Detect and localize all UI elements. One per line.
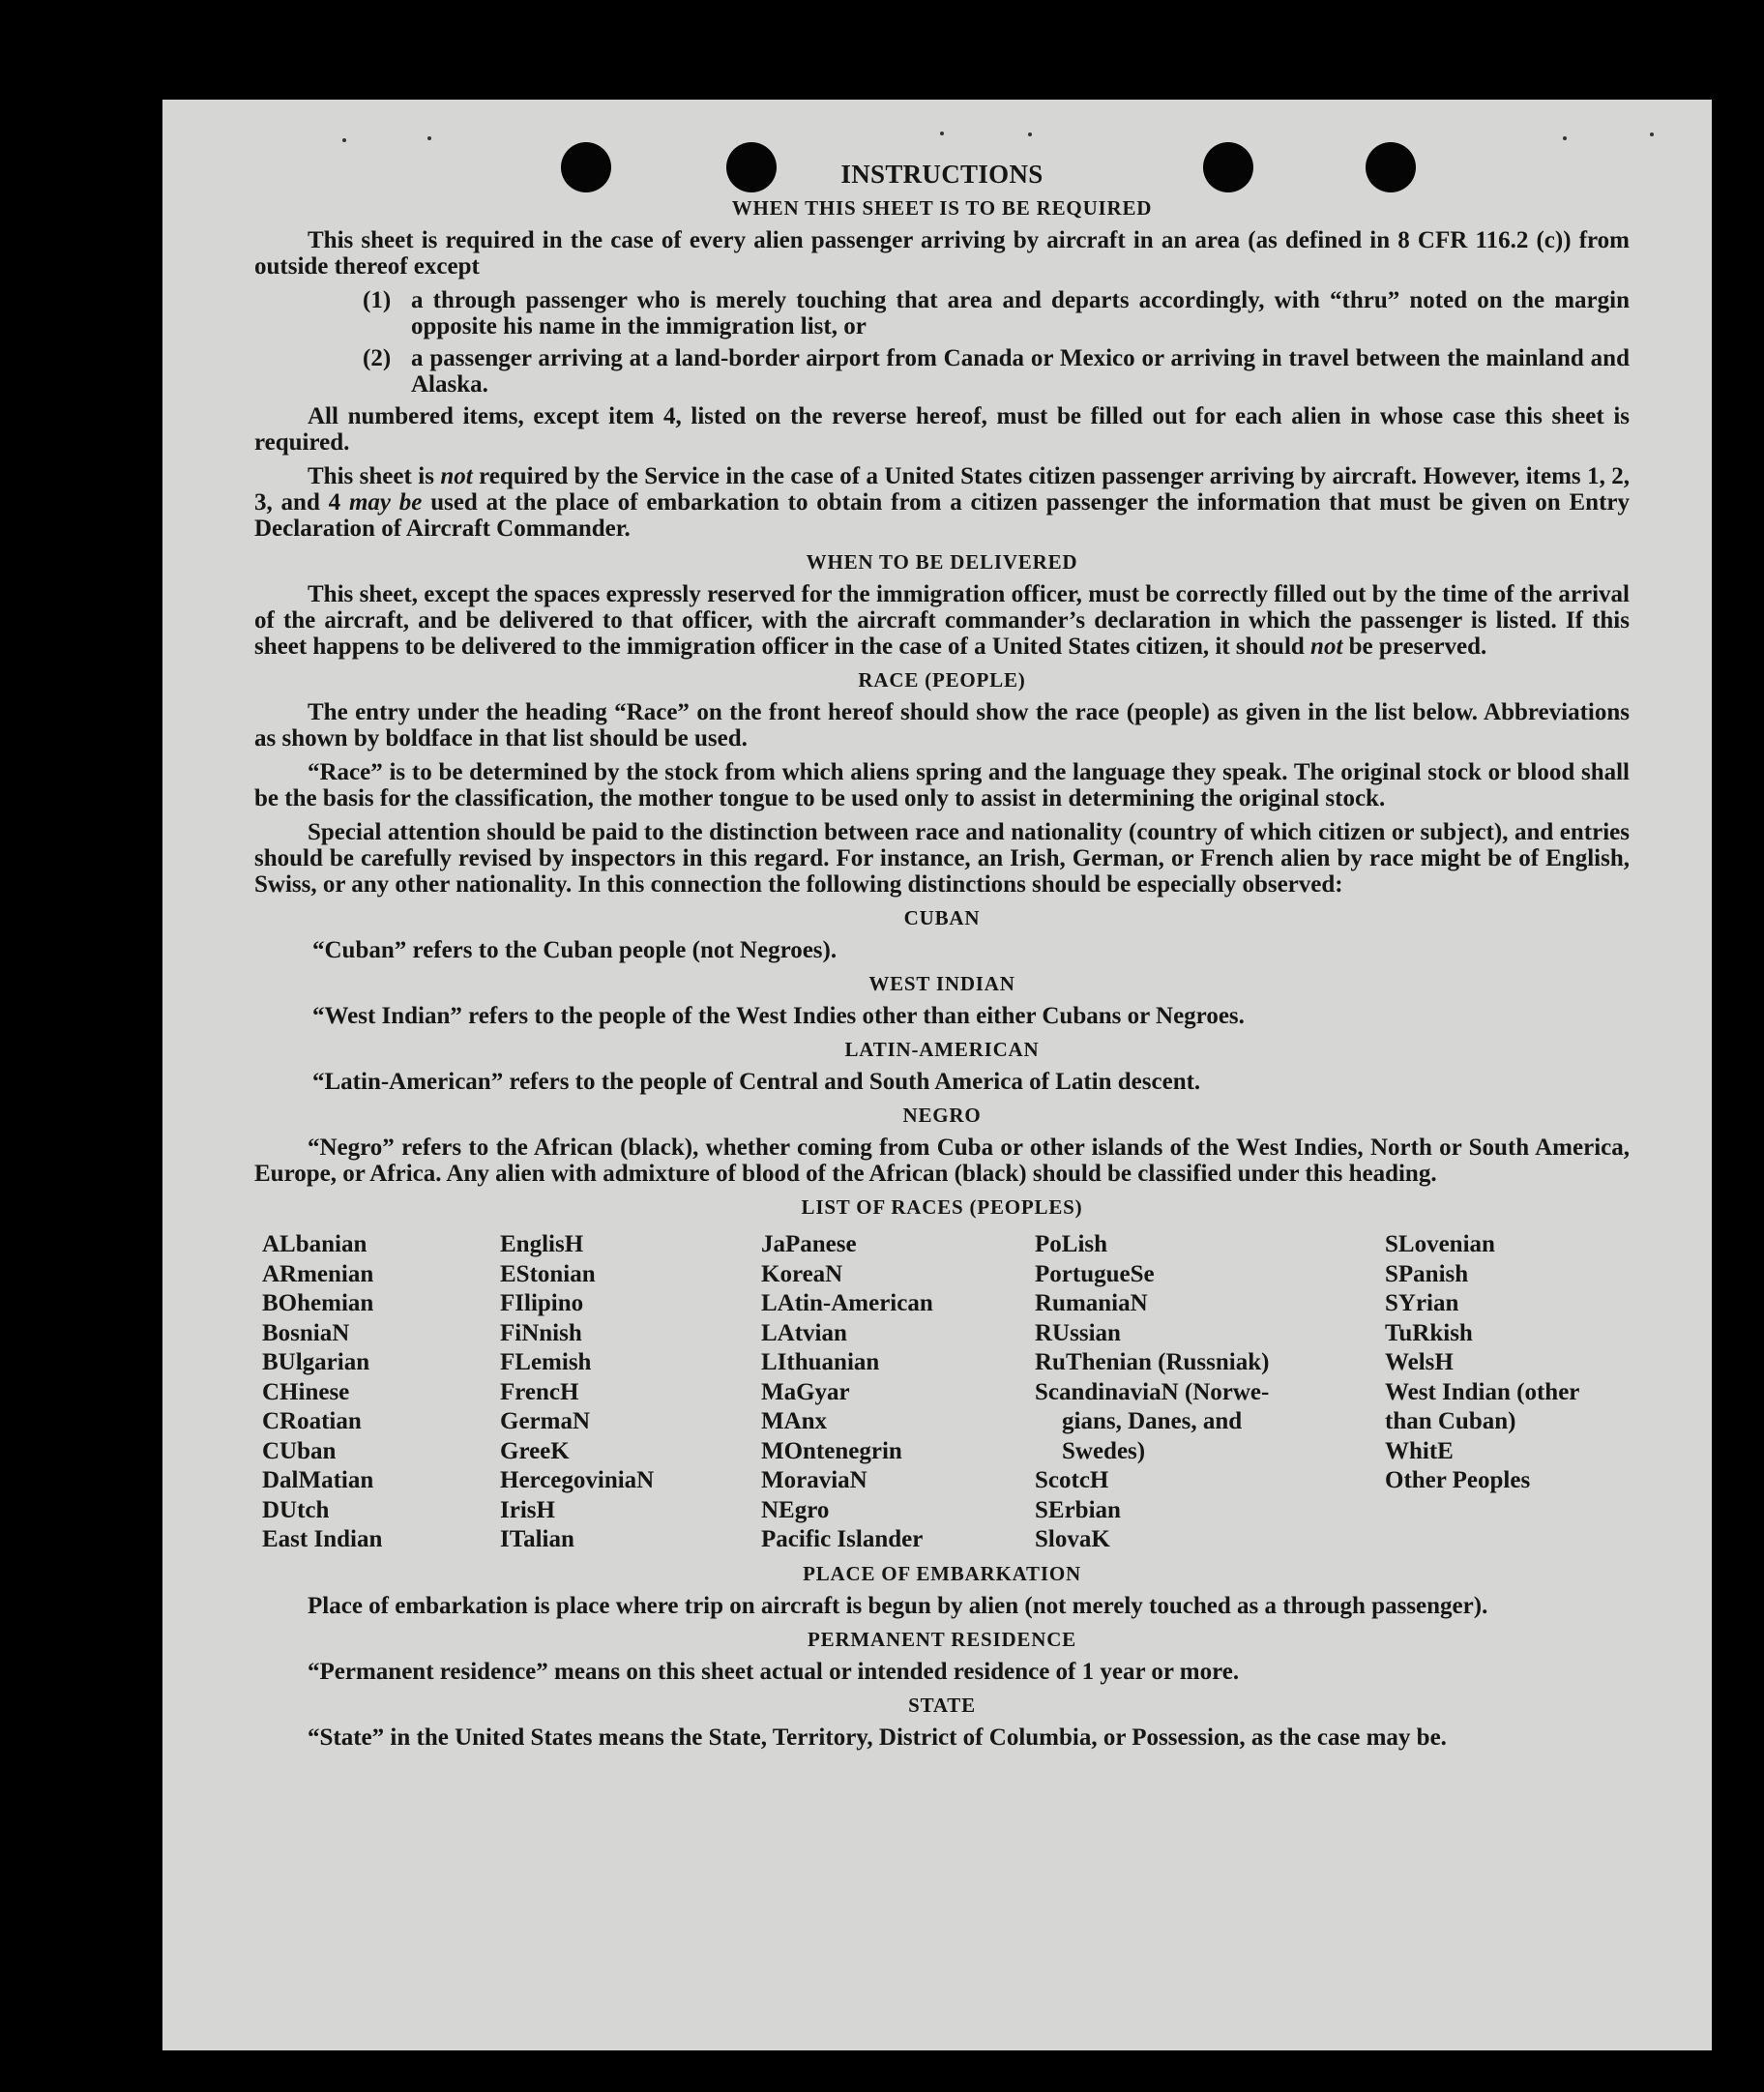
- race-entry: ITalian: [500, 1526, 574, 1552]
- speck: [1028, 133, 1032, 136]
- bold-run: boldface: [385, 725, 473, 751]
- race-entry: WhitE: [1385, 1437, 1454, 1464]
- section-heading-embarkation: PLACE OF EMBARKATION: [803, 1561, 1081, 1585]
- speck: [1563, 136, 1567, 140]
- race-entry: CHinese: [262, 1378, 350, 1405]
- race-entry: CUban: [262, 1437, 337, 1464]
- paragraph: [254, 463, 1630, 542]
- item-number: (2): [363, 345, 392, 371]
- race-entry: MoraviaN: [761, 1467, 867, 1493]
- race-entry: BUlgarian: [262, 1349, 370, 1375]
- race-entry: MOntenegrin: [761, 1437, 902, 1464]
- race-entry: SLovenian: [1385, 1231, 1495, 1257]
- paragraph: “Negro” refers to the African (black), whether coming from Cuba or other islands of the West Indies, North or South America, Europe, or Africa. Any alien with admixture of blood of the African (black) should be classified under this heading.: [254, 1134, 1630, 1187]
- section-heading-latin-american: LATIN-AMERICAN: [844, 1038, 1040, 1061]
- section-heading-cuban: CUBAN: [903, 906, 981, 929]
- race-entry: SYrian: [1385, 1290, 1459, 1316]
- italic-run: not: [1310, 633, 1343, 660]
- race-entry: IrisH: [500, 1496, 555, 1523]
- text-run: required by the Service in the case of a United States citizen passenger arriving by aircraft. However, items 1, 2, 3, and 4: [254, 463, 1630, 516]
- instruction-sheet: [162, 100, 1712, 2050]
- race-entry: WelsH: [1385, 1349, 1454, 1375]
- race-entry: ALbanian: [262, 1231, 368, 1257]
- paragraph: This sheet is required in the case of every alien passenger arriving by aircraft in an area (as defined in 8 CFR 116.2 (c)) from outside thereof except: [254, 227, 1630, 280]
- section-heading-state: STATE: [908, 1693, 976, 1717]
- race-entry: Pacific Islander: [761, 1526, 924, 1552]
- race-entry: GermaN: [500, 1408, 591, 1434]
- speck: [940, 132, 944, 135]
- section-heading-delivered: WHEN TO BE DELIVERED: [806, 550, 1078, 574]
- race-entry: FLemish: [500, 1349, 592, 1375]
- race-entry: ARmenian: [262, 1260, 374, 1287]
- race-entry: MaGyar: [761, 1378, 850, 1405]
- text-run: in that list should be used.: [472, 725, 748, 751]
- race-entry: gians, Danes, and: [1062, 1408, 1243, 1434]
- page-title: INSTRUCTIONS: [840, 160, 1044, 189]
- race-entry: ScotcH: [1035, 1467, 1109, 1493]
- race-entry: MAnx: [761, 1408, 828, 1434]
- race-column: [1035, 1230, 1385, 1555]
- race-entry: than Cuban): [1385, 1408, 1516, 1434]
- section-heading-west-indian: WEST INDIAN: [868, 972, 1015, 995]
- paragraph: [254, 581, 1630, 660]
- race-entry: CRoatian: [262, 1408, 362, 1434]
- paragraph: [254, 699, 1630, 751]
- race-entry: BOhemian: [262, 1290, 374, 1316]
- race-entry: EStonian: [500, 1260, 596, 1287]
- race-column: [500, 1230, 761, 1555]
- speck: [1650, 133, 1654, 136]
- race-entry: Other Peoples: [1385, 1467, 1531, 1493]
- paragraph: “Race” is to be determined by the stock from which aliens spring and the language they speak. The original stock or blood shall be the basis for the classification, the mother tongue to be used only to assist in determining the original stock.: [254, 759, 1630, 811]
- item-number: (1): [363, 287, 392, 313]
- paragraph: Place of embarkation is place where trip on aircraft is begun by alien (not merely touched as a through passenger).: [308, 1592, 1488, 1619]
- list-item: [363, 345, 1630, 398]
- section-heading-required: WHEN THIS SHEET IS TO BE REQUIRED: [731, 196, 1153, 220]
- race-entry: SlovaK: [1035, 1526, 1110, 1552]
- race-entry: FiNnish: [500, 1319, 582, 1346]
- race-entry: ScandinaviaN (Norwe-: [1035, 1378, 1270, 1405]
- race-entry: LAtvian: [761, 1319, 847, 1346]
- race-entry: DUtch: [262, 1496, 330, 1523]
- race-list: [262, 1230, 1630, 1555]
- punch-hole: [726, 142, 777, 192]
- race-entry: FrencH: [500, 1378, 579, 1405]
- text-run: used at the place of embarkation to obtain from a citizen passenger the information that must be given on Entry Declaration of Aircraft Commander.: [254, 489, 1630, 542]
- text-run: The entry under the heading “Race” on the front hereof should show the race (people) as given in the list below. Abbreviations as shown by: [254, 699, 1630, 751]
- race-entry: LAtin-American: [761, 1290, 933, 1316]
- race-entry: HercegoviniaN: [500, 1467, 655, 1493]
- speck: [427, 136, 431, 140]
- section-heading-list-of-races: LIST OF RACES (PEOPLES): [801, 1195, 1083, 1219]
- paragraph: Special attention should be paid to the distinction between race and nationality (country of which citizen or subject), and entries should be carefully revised by inspectors in this regard. For instance, an Irish, German, or French alien by race might be of English, Swiss, or any other nationality. In this connection the following distinctions should be especially observed:: [254, 819, 1630, 898]
- item-text: a passenger arriving at a land-border airport from Canada or Mexico or arriving in travel between the mainland and Alaska.: [411, 345, 1630, 398]
- text-run: This sheet, except the spaces expressly reserved for the immigration officer, must be correctly filled out by the time of the arrival of the aircraft, and be delivered to that officer, with the aircraft commander’s declaration in which the passenger is listed. If this sheet happens to be delivered to the immigration officer in the case of a United States citizen, it should: [254, 581, 1630, 660]
- race-entry: BosniaN: [262, 1319, 350, 1346]
- text-run: be preserved.: [1342, 633, 1487, 660]
- punch-hole: [561, 142, 611, 192]
- race-entry: PoLish: [1035, 1231, 1108, 1257]
- section-heading-residence: PERMANENT RESIDENCE: [808, 1627, 1076, 1651]
- paragraph: All numbered items, except item 4, listed on the reverse hereof, must be filled out for each alien in whose case this sheet is required.: [254, 403, 1630, 456]
- race-entry: GreeK: [500, 1437, 570, 1464]
- race-entry: SErbian: [1035, 1496, 1121, 1523]
- speck: [342, 138, 346, 142]
- section-heading-race: RACE (PEOPLE): [858, 668, 1026, 692]
- race-entry: NEgro: [761, 1496, 830, 1523]
- punch-hole: [1203, 142, 1253, 192]
- definition: “Cuban” refers to the Cuban people (not Negroes).: [312, 937, 838, 963]
- race-entry: LIthuanian: [761, 1349, 880, 1375]
- definition: “Latin-American” refers to the people of Central and South America of Latin descent.: [312, 1069, 1201, 1095]
- race-entry: KoreaN: [761, 1260, 843, 1287]
- race-entry: RuThenian (Russniak): [1035, 1349, 1270, 1375]
- list-item: [363, 287, 1630, 339]
- race-entry: SPanish: [1385, 1260, 1469, 1287]
- race-entry: West Indian (other: [1385, 1378, 1580, 1405]
- race-entry: RUssian: [1035, 1319, 1121, 1346]
- race-column: [1385, 1230, 1607, 1555]
- italic-run: may be: [348, 489, 423, 516]
- paragraph: “State” in the United States means the State, Territory, District of Columbia, or Possession, as the case may be.: [308, 1724, 1447, 1751]
- race-column: [761, 1230, 1035, 1555]
- race-entry: RumaniaN: [1035, 1290, 1148, 1316]
- race-entry: JaPanese: [761, 1231, 857, 1257]
- text-run: This sheet is: [308, 463, 441, 489]
- race-entry: FIlipino: [500, 1290, 584, 1316]
- definition: “West Indian” refers to the people of the West Indies other than either Cubans or Negroes.: [312, 1003, 1245, 1029]
- race-entry: Swedes): [1062, 1437, 1146, 1464]
- paragraph: “Permanent residence” means on this sheet actual or intended residence of 1 year or more.: [308, 1658, 1240, 1685]
- race-entry: East Indian: [262, 1526, 383, 1552]
- race-column: [262, 1230, 500, 1555]
- race-entry: EnglisH: [500, 1231, 584, 1257]
- section-heading-negro: NEGRO: [902, 1104, 982, 1127]
- item-text: a through passenger who is merely touching that area and departs accordingly, with “thru” noted on the margin opposite his name in the immigration list, or: [411, 287, 1630, 339]
- italic-run: not: [440, 463, 473, 489]
- punch-hole: [1366, 142, 1416, 192]
- race-entry: DalMatian: [262, 1467, 374, 1493]
- race-entry: PortugueSe: [1035, 1260, 1155, 1287]
- race-entry: TuRkish: [1385, 1319, 1473, 1346]
